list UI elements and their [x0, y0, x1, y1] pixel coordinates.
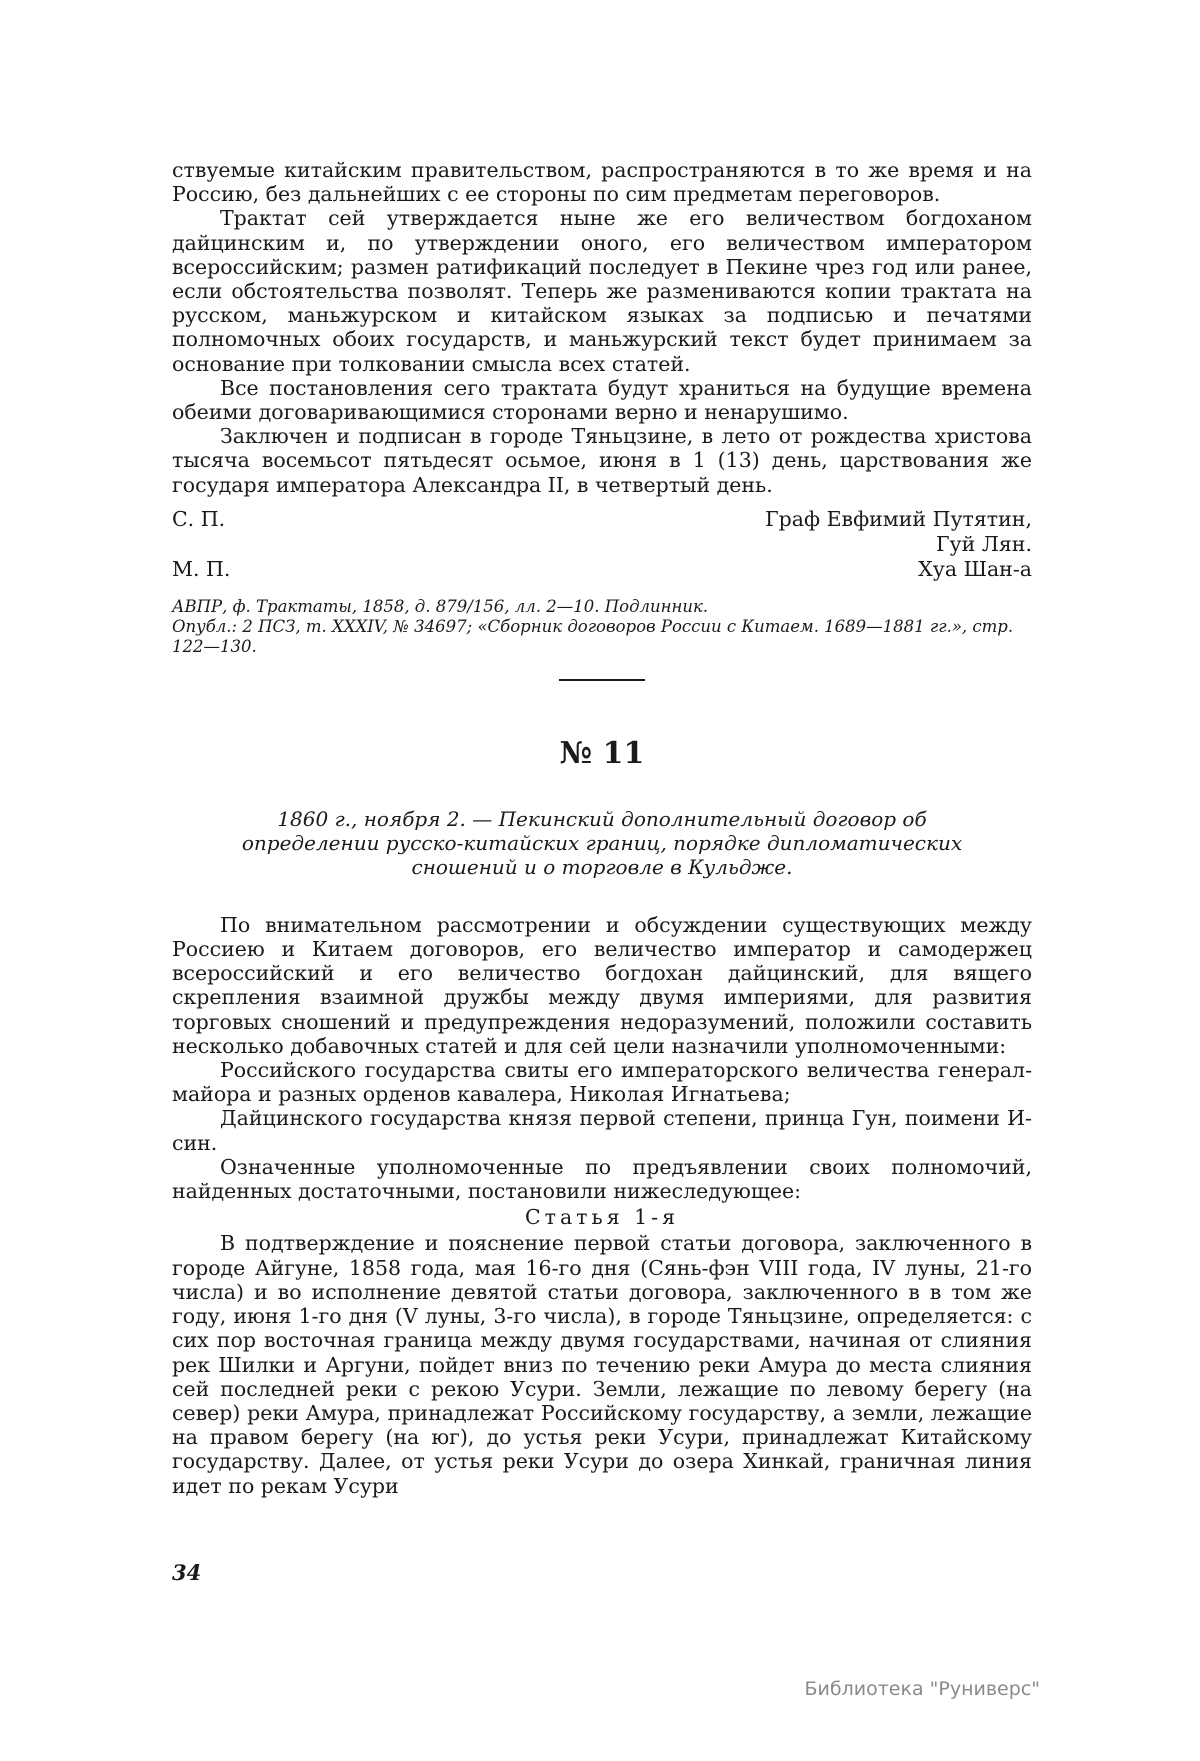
- source-note: [172, 597, 1032, 657]
- paragraph-top-4: Заключен и подписан в городе Тяньцзине, в лето от рождества христова тысяча восемьсот пятьдесят осьмое, июня в 1 (13) день, царствования же государя императора Александра II, в четвертый день.: [172, 424, 1032, 497]
- paragraph-top-2: Трактат сей утверждается ныне же его величеством богдоханом дайцинским и, по утверждении оного, его величеством императором всероссийским; размен ратификаций последует в Пекине чрез год или ранее, если обстоятельства позволят. Теперь же размениваются копии трактата на русском, маньжурском и китайском языках за подписью и печатями полномочных обоих государств, и маньжурский текст будет принимаем за основание при толковании смысла всех статей.: [172, 206, 1032, 376]
- paragraph-main-3: Дайцинского государства князя первой степени, принца Гун, поимени И-син.: [172, 1106, 1032, 1155]
- signatory-hua-shan-a: Хуа Шан-а: [918, 556, 1032, 581]
- document-page: [172, 158, 1032, 1498]
- paragraph-main-1: По внимательном рассмотрении и обсуждении существующих между Россиею и Китаем договоров, его величество император и самодержец всероссийский и его величество богдохан дайцинский, для вящего скрепления взаимной дружбы между двумя империями, для развития торговых сношений и предупреждения недоразумений, положили составить несколько добавочных статей и для сей цели назначили уполномоченными:: [172, 912, 1032, 1058]
- seal-mark-mp: М. П.: [172, 556, 231, 581]
- signatories: [765, 507, 1032, 582]
- section-divider: [559, 679, 645, 681]
- signatory-putyatin: Граф Евфимий Путятин,: [765, 506, 1032, 531]
- article-1-text: В подтверждение и пояснение первой статьи договора, заключенного в городе Айгуне, 1858 года, мая 16-го дня (Сянь-фэн VIII года, IV луны, 21-го числа) и во исполнение девятой статьи договора, заключенного в в том же году, июня 1-го дня (V луны, 3-го числа), в городе Тяньцзине, определяется: с сих пор восточная граница между двумя государствами, начиная от слияния рек Шилки и Аргуни, пойдет вниз по течению реки Амура до места слияния сей последней реки с рекою Усури. Земли, лежащие по левому берегу (на север) реки Амура, принадлежат Российскому государству, а земли, лежащие на правом берегу (на юг), до устья реки Усури, принадлежат Китайскому государству. Далее, от устья реки Усури до озера Хинкай, граничная линия идет по рекам Усури: [172, 1231, 1032, 1498]
- paragraph-main-4: Означенные уполномоченные по предъявлении своих полномочий, найденных достаточными, постановили нижеследующее:: [172, 1154, 1032, 1204]
- signatory-gui-lyan: Гуй Лян.: [935, 531, 1032, 556]
- source-published: Опубл.: 2 ПСЗ, т. XXXIV, № 34697; «Сборник договоров России с Китаем. 1689—1881 гг.», стр. 122—130.: [172, 616, 1014, 656]
- paragraph-top-1: ствуемые китайским правительством, распространяются в то же время и на Россию, без дальнейших с ее стороны по сим предметам переговоров.: [172, 158, 1032, 207]
- paragraph-main-2: Российского государства свиты его императорского величества генерал-майора и разных орденов кавалера, Николая Игнатьева;: [172, 1058, 1032, 1107]
- source-archive: АВПР, ф. Трактаты, 1858, д. 879/156, лл. 2—10. Подлинник.: [172, 596, 709, 616]
- document-title: 1860 г., ноября 2. — Пекинский дополнительный договор об определении русско-китайских границ, порядке дипломатических сношений и о торговле в Кульдже.: [241, 806, 963, 879]
- page-number: 34: [172, 1560, 202, 1585]
- article-heading: Статья 1-я: [524, 1205, 680, 1230]
- library-watermark: Библиотека "Руниверс": [804, 1678, 1040, 1700]
- document-number: № 11: [559, 735, 645, 771]
- signature-block: [172, 507, 1032, 587]
- paragraph-top-3: Все постановления сего трактата будут храниться на будущие времена обеими договаривающимися сторонами верно и ненарушимо.: [172, 375, 1032, 425]
- seal-mark-sp: С. П.: [172, 506, 226, 531]
